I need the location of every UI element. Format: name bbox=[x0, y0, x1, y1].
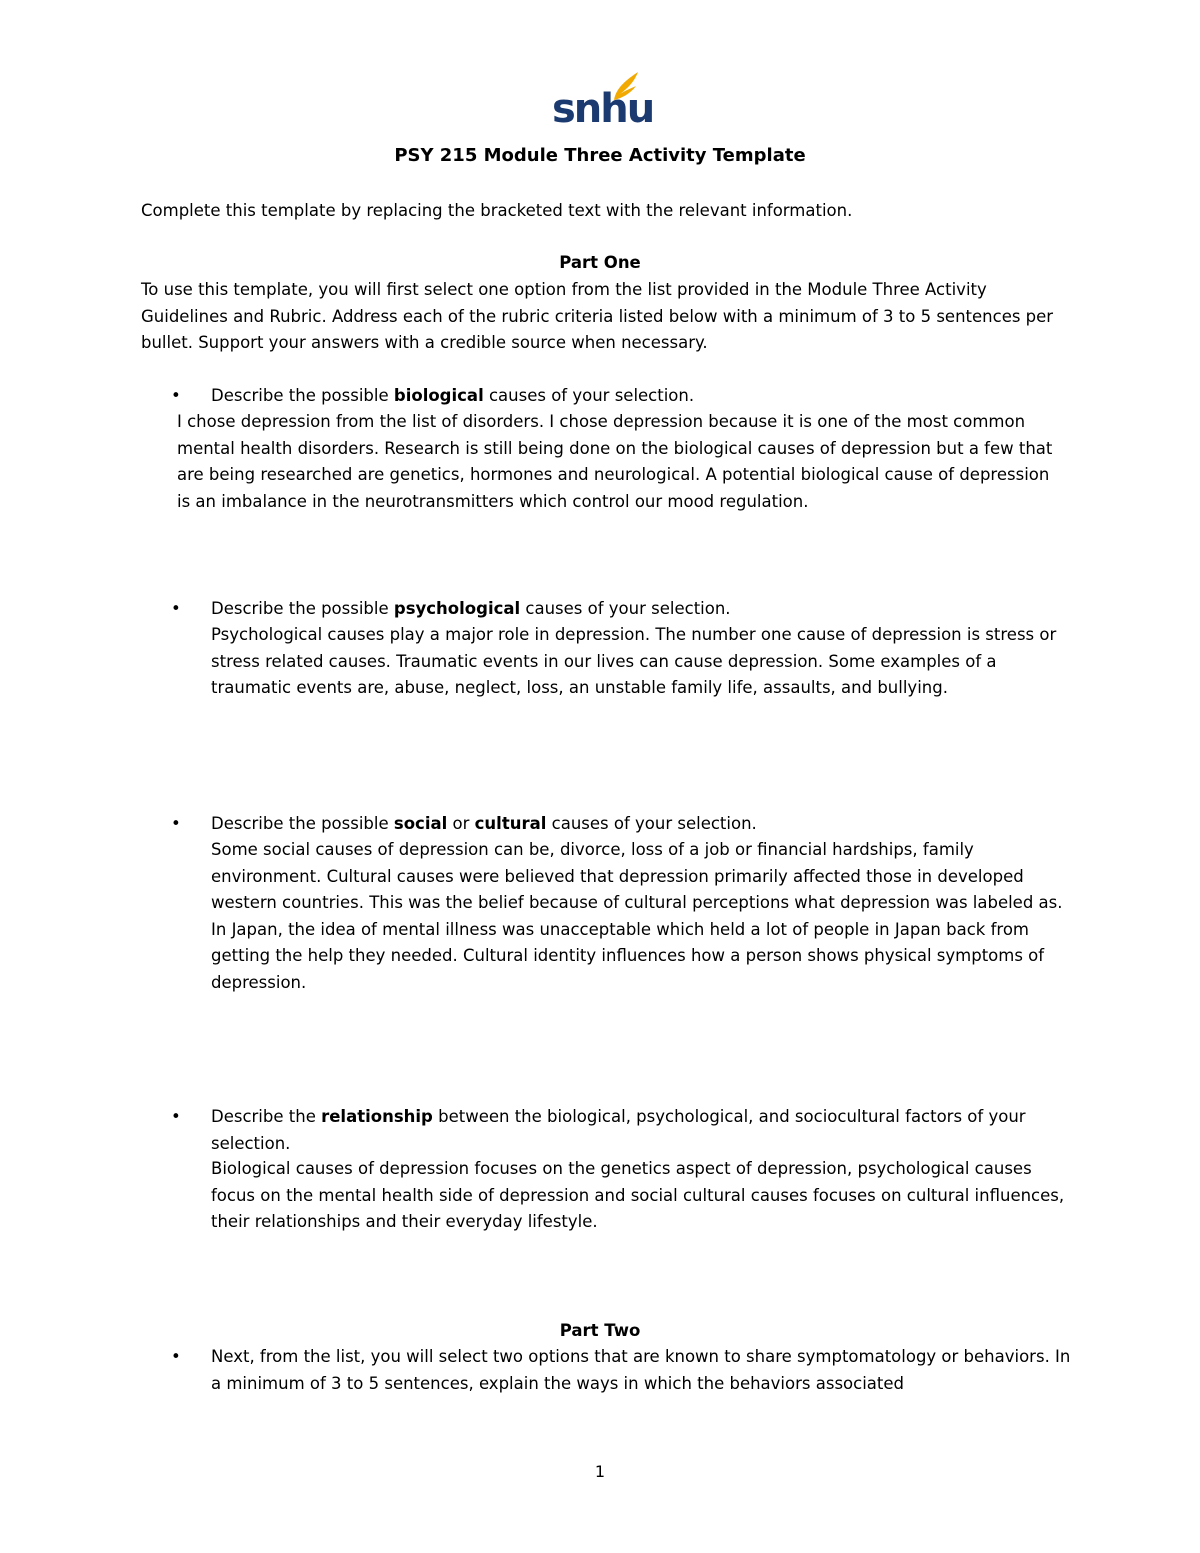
prompt-text: Describe the relationship between the biological, psychological, and sociocultural factors of your selection. bbox=[211, 1107, 1026, 1153]
bullet-icon: • bbox=[171, 814, 181, 833]
prompt-text: Describe the possible psychological causes of your selection. bbox=[211, 599, 731, 618]
answer-text: I chose depression from the list of disorders. I chose depression because it is one of the most common mental health disorders. Research is still being done on the biological causes of depression but a few that are being researched are genetics, hormones and neurological. A potential biological cause of depression is an imbalance in the neurotransmitters which control our mood regulation. bbox=[177, 412, 1053, 511]
page-number: 1 bbox=[594, 1462, 606, 1481]
answer-text: Some social causes of depression can be, divorce, loss of a job or financial hardships, family environment. Cultural causes were believed that depression primarily affected those in developed western countries. This was the belief because of cultural perceptions what depression was labeled as. In Japan, the idea of mental illness was unacceptable which held a lot of people in Japan back from getting the help they needed. Cultural identity influences how a person shows physical symptoms of depression. bbox=[211, 840, 1063, 992]
bullet-icon: • bbox=[171, 1107, 181, 1126]
list-item bbox=[171, 596, 1071, 623]
bullet-icon: • bbox=[171, 599, 181, 618]
prompt-text: Next, from the list, you will select two options that are known to share symptomatology or behaviors. In a minimum of 3 to 5 sentences, explain the ways in which the behaviors associated bbox=[211, 1347, 1071, 1393]
list-item bbox=[171, 1344, 1071, 1397]
part-one-instructions: To use this template, you will first select one option from the list provided in the Module Three Activity Guidelines and Rubric. Address each of the rubric criteria listed below with a minimum of 3 to 5 sentences per bullet. Support your answers with a credible source when necessary. bbox=[141, 280, 1054, 352]
list-item bbox=[171, 811, 1071, 838]
part-two-heading: Part Two bbox=[559, 1321, 641, 1340]
page-title: PSY 215 Module Three Activity Template bbox=[394, 145, 806, 166]
list-item bbox=[171, 1104, 1071, 1157]
bullet-icon: • bbox=[171, 1347, 181, 1366]
part-one-heading: Part One bbox=[559, 253, 641, 272]
answer-text: Biological causes of depression focuses on the genetics aspect of depression, psychological causes focus on the mental health side of depression and social cultural causes focuses on cultural influences, their relationships and their everyday lifestyle. bbox=[211, 1159, 1065, 1231]
list-item bbox=[171, 383, 1071, 410]
prompt-text: Describe the possible social or cultural causes of your selection. bbox=[211, 814, 757, 833]
prompt-text: Describe the possible biological causes of your selection. bbox=[211, 386, 695, 405]
answer-text: Psychological causes play a major role in depression. The number one cause of depression is stress or stress related causes. Traumatic events in our lives can cause depression. Some examples of a traumatic events are, abuse, neglect, loss, an unstable family life, assaults, and bullying. bbox=[211, 625, 1057, 697]
logo-wordmark: snhu bbox=[552, 86, 654, 132]
snhu-logo bbox=[552, 70, 654, 136]
intro-text: Complete this template by replacing the bracketed text with the relevant information. bbox=[141, 201, 853, 220]
bullet-icon: • bbox=[171, 386, 181, 405]
